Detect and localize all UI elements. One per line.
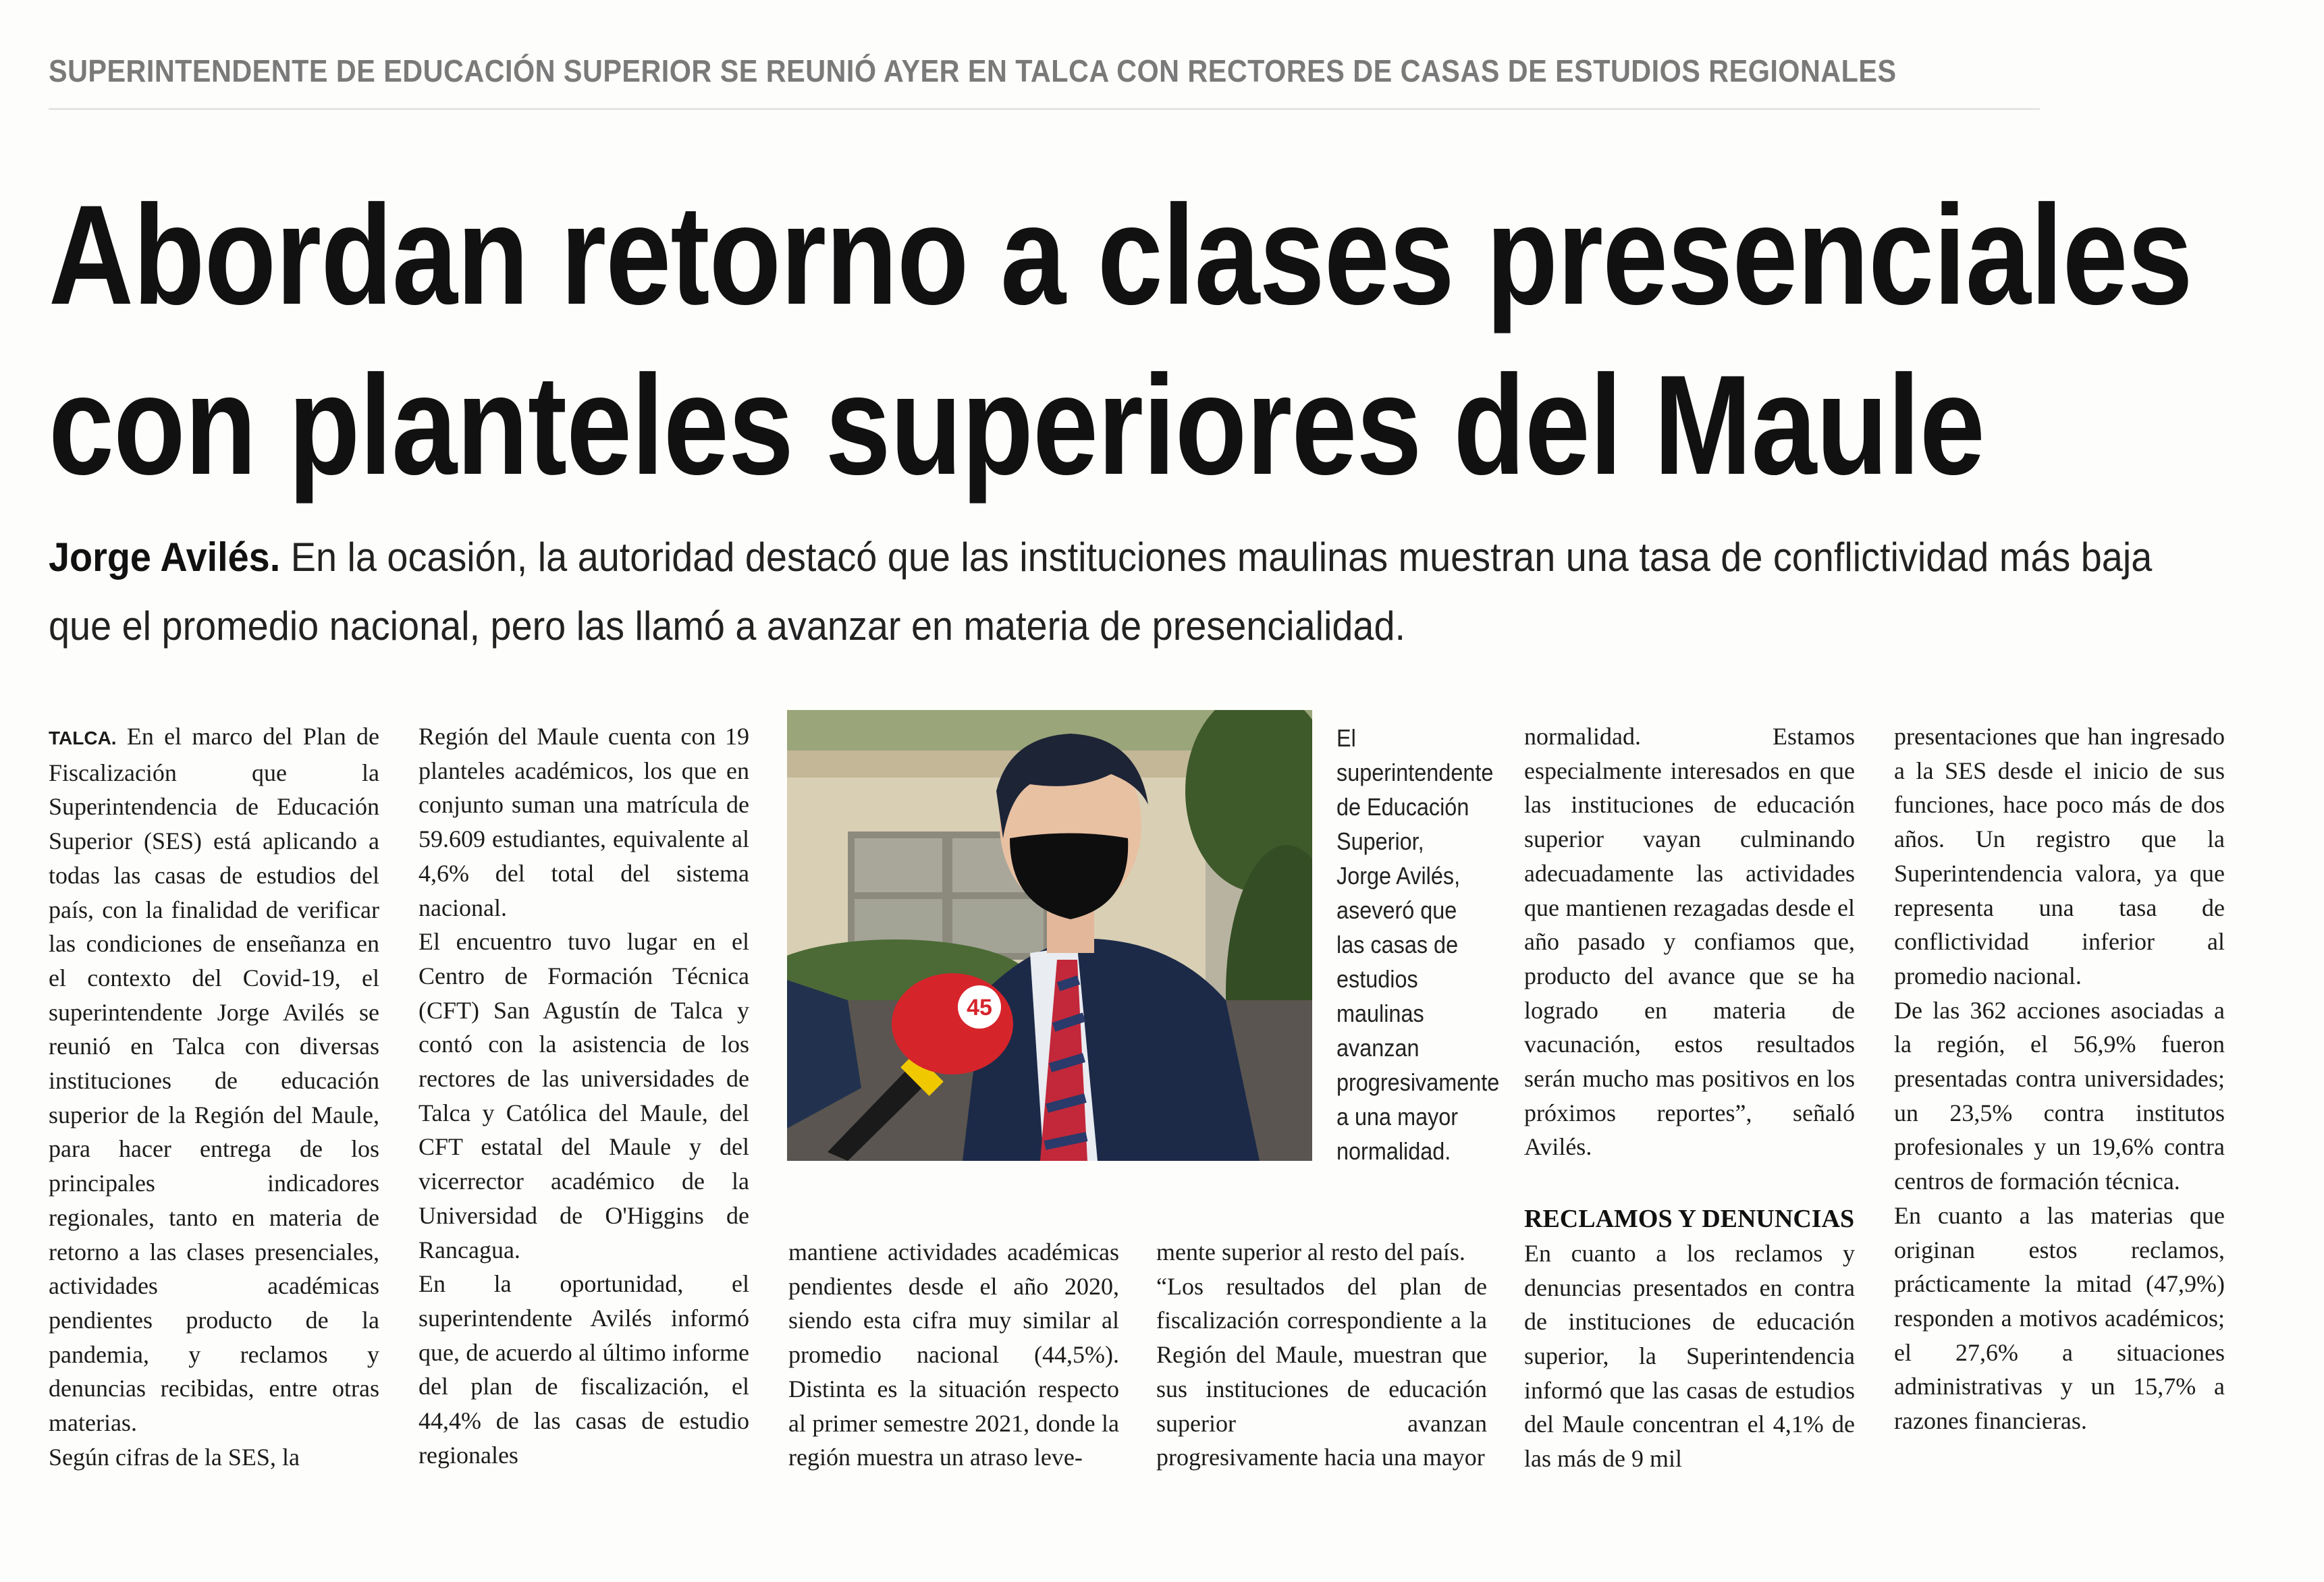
body-column-4 — [1156, 1235, 1487, 1475]
photo-caption: El superintendente de Educación Superior, Jorge Avilés, aseveró que las casas de estudios maulinas avanzan progresivamente a una mayor normalidad. — [1336, 724, 1500, 1165]
body-column-3 — [788, 1235, 1119, 1475]
deck-text: En la ocasión, la autoridad destacó que las instituciones maulinas muestran una tasa de conflictividad más baja que el promedio nacional, pero las llamó a avanzar en materia de presencialidad. — [49, 535, 2153, 649]
photo-illustration — [787, 710, 1312, 1161]
body-column-6 — [1894, 719, 2225, 1438]
paragraph: De las 362 acciones asociadas a la región, el 56,9% fueron presentadas contra universidades; un 23,5% contra institutos profesionales y un 19,6% contra centros de formación técnica. — [1894, 996, 2225, 1195]
section-subhead: RECLAMOS Y DENUNCIAS — [1524, 1205, 1855, 1234]
paragraph: En cuanto a las materias que originan estos reclamos, prácticamente la mitad (47,9%) responden a motivos académicos; el 27,6% a situaciones administrativas y un 15,7% a razones financieras. — [1894, 1201, 2225, 1435]
article-deck — [49, 523, 2158, 661]
body-column-2 — [418, 719, 749, 1472]
headline-line-2: con planteles superiores del Maule — [49, 346, 1984, 504]
article-photo — [787, 710, 1312, 1161]
paragraph: mantiene actividades académicas pendientes desde el año 2020, siendo esta cifra muy similar al promedio nacional (44,5%). Distinta es la situación respecto al primer semestre 2021, donde la región muestra un atraso leve- — [788, 1238, 1119, 1471]
paragraph: El encuentro tuvo lugar en el Centro de Formación Técnica (CFT) San Agustín de Talca y contó con la asistencia de los rectores de las universidades de Talca y Católica del Maule, del CFT estatal del Maule y del vicerrector académico de la Universidad de O'Higgins de Rancagua. — [418, 928, 749, 1263]
paragraph: Según cifras de la SES, la — [49, 1443, 300, 1471]
article-headline — [49, 170, 2192, 510]
dateline: TALCA. — [49, 728, 117, 748]
paragraph: mente superior al resto del país. — [1156, 1238, 1465, 1265]
paragraph: En cuanto a los reclamos y denuncias presentados en contra de instituciones de educación superior, la Superintendencia informó que las casas de estudios del Maule concentran el 4,1% de las más de 9 mil — [1524, 1239, 1855, 1473]
headline-line-1: Abordan retorno a clases presenciales — [49, 175, 2192, 334]
body-column-1 — [49, 719, 379, 1474]
article-kicker: SUPERINTENDENTE DE EDUCACIÓN SUPERIOR SE REUNIÓ AYER EN TALCA CON RECTORES DE CASAS DE ESTUDIOS REGIONALES — [49, 53, 1897, 88]
paragraph: presentaciones que han ingresado a la SES desde el inicio de sus funciones, hace poco más de dos años. Un registro que la Superintendencia valora, ya que representa una tasa de conflictividad inferior al promedio nacional. — [1894, 723, 2225, 989]
paragraph: normalidad. Estamos especialmente interesados en que las instituciones de educación superior vayan culminando adecuadamente las actividades que mantienen rezagadas desde el año pasado y confiamos que, producto del avance que se ha logrado en materia de vacunación, estos resultados serán mucho mas positivos en los próximos reportes”, señaló Avilés. — [1524, 723, 1855, 1161]
paragraph: En la oportunidad, el superintendente Avilés informó que, de acuerdo al último informe del plan de fiscalización, el 44,4% de las casas de estudio regionales — [418, 1270, 749, 1469]
mic-logo-label: 45 — [967, 995, 992, 1020]
kicker-divider — [49, 108, 2040, 110]
paragraph: “Los resultados del plan de fiscalización correspondiente a la Región del Maule, muestran que sus instituciones de educación superior avanzan progresivamente hacia una mayor — [1156, 1272, 1487, 1471]
body-column-5 — [1524, 719, 1855, 1476]
paragraph: TALCA. En el marco del Plan de Fiscalización que la Superintendencia de Educación Superior (SES) está aplicando a todas las casas de estudios del país, con la finalidad de verificar las condiciones de enseñanza en el contexto del Covid-19, el superintendente Jorge Avilés se reunió en Talca con diversas instituciones de educación superior de la Región del Maule, para hacer entrega de los principales indicadores regionales, tanto en materia de retorno a las clases presenciales, actividades académicas pendientes producto de la pandemia, y reclamos y denuncias recibidas, entre otras materias. — [49, 723, 379, 1437]
paragraph: Región del Maule cuenta con 19 planteles académicos, los que en conjunto suman una matrícula de 59.609 estudiantes, equivalente al 4,6% del total del sistema nacional. — [418, 723, 749, 921]
deck-author: Jorge Avilés. — [49, 535, 281, 580]
